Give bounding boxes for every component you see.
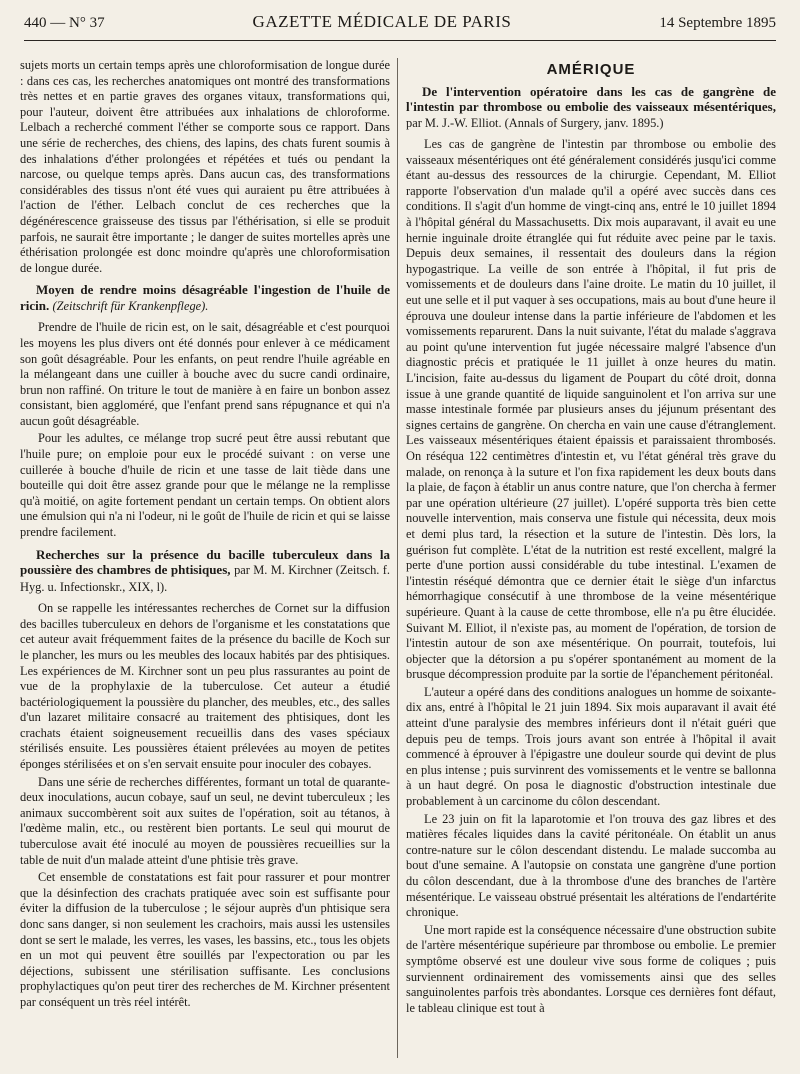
column-divider xyxy=(397,58,398,1058)
article-title: Moyen de rendre moins désagréable l'ingestion de l'huile de ricin. xyxy=(20,282,390,313)
paragraph: Cet ensemble de constatations est fait pour rassurer et pour montrer que la désinfection des crachats pratiquée avec soin est suffisante pour éviter la diffusion de la tuberculose ; le séjour auprès d'un phtisique sera donc sans danger, si non seulement les crachoirs, mais aussi les ustensiles dont se sert le malade, les verres, les vases, les bassins, etc., tous les objets en un mot qui peuvent être souillés par l'expectoration ou par les déjections, subissent une stérilisation suffisante. Les conclusions prophylactiques qu'on peut tirer des recherches de M. Kirchner présentent par conséquent un très réel intérêt. xyxy=(20,870,390,1009)
article-reference: par M. J.-W. Elliot. (Annals of Surgery, janv. 1895.) xyxy=(406,115,664,130)
right-column xyxy=(406,58,776,1018)
article-reference: par M. M. Kirchner (Zeitsch. f. Hyg. u. Infectionskr., XIX, l). xyxy=(20,563,390,594)
page-header xyxy=(24,12,776,41)
article-heading-castor-oil xyxy=(20,282,390,314)
issue-date: 14 Septembre 1895 xyxy=(659,15,776,31)
paragraph: On se rappelle les intéressantes recherches de Cornet sur la diffusion des bacilles tuberculeux en dehors de l'organisme et les constatations que cet auteur avait fréquemment faites de la présence du bacille de Koch sur le plancher, les murs ou les meubles des locaux habités par des phtisiques. Les expériences de M. Kirchner sont un peu plus rassurantes au point de vue de la prophylaxie de la tuberculose. Cet auteur a étudié bactériologiquement la poussière du plancher, des meubles, etc., des salles d'un lazaret militaire consacré au traitement des phtisiques, dont les crachats étaient soigneusement recueillis dans des vases spéciaux stérilisés ensuite. Les poussières étaient prélevées au moyen de petites éponges stérilisées et on s'en servait ensuite pour inoculer des cobayes. xyxy=(20,601,390,772)
paragraph: Une mort rapide est la conséquence nécessaire d'une obstruction subite de l'artère mésentérique supérieure par thrombose ou embolie. Le premier symptôme observé est une douleur vive sous forme de coliques ; puis surviennent ordinairement des vomissements ainsi que des selles sanguinolentes parfois très abondantes. Lorsque ces dernières font défaut, le tableau clinique est tout à xyxy=(406,922,776,1015)
article-reference: (Zeitschrift für Krankenpflege). xyxy=(52,298,209,313)
page-number: 440 — N° 37 xyxy=(24,15,105,31)
paragraph: Pour les adultes, ce mélange trop sucré peut être aussi rebutant que l'huile pure; on emploie pour eux le procédé suivant : on verse une cuillerée à bouche d'huile de ricin et une tasse de lait tiède dans une bouteille qui doit être assez grande pour que le mélange ne la remplisse qu'à moitié, on agite fortement pendant un certain temps. On obtient alors une émulsion qui n'a ni l'odeur, ni le goût de l'huile de ricin et qui se laisse prendre facilement. xyxy=(20,431,390,540)
article-title: Recherches sur la présence du bacille tuberculeux dans la poussière des chambres de phtisiques, xyxy=(20,546,390,578)
paragraph: Le 23 juin on fit la laparotomie et l'on trouva des gaz libres et des matières fécales liquides dans la cavité péritonéale. On établit un anus contre-nature sur le côlon descendant distendu. Le malade succomba au bout d'une semaine. A l'autopsie on constata une gangrène d'une portion du côlon descendant, due à la thrombose d'une des branches de l'artère mésentérique. Le vaisseau obstrué présentait les altérations de l'endartérite chronique. xyxy=(406,811,776,920)
article-heading-gangrene xyxy=(406,84,776,132)
paragraph: Prendre de l'huile de ricin est, on le sait, désagréable et c'est pourquoi les moyens les plus divers ont été donnés pour enlever à ce médicament son goût désagréable. Pour les enfants, on peut rendre l'huile agréable en la mélangeant dans une cuiller à bouche avec du sucre candi ordinaire, brun non raffiné. On triture le tout de manière à en faire un bonbon assez consistant, bien aggloméré, que l'enfant prend sans répugnance et qui n'a aucun goût désagréable. xyxy=(20,320,390,428)
section-title: AMÉRIQUE xyxy=(546,61,636,78)
left-column xyxy=(20,58,390,1013)
article-title: De l'intervention opératoire dans les cas de gangrène de l'intestin par thrombose ou embolie des vaisseaux mésentériques, xyxy=(406,83,776,115)
journal-title: GAZETTE MÉDICALE DE PARIS xyxy=(252,12,512,31)
paragraph: L'auteur a opéré dans des conditions analogues un homme de soixante-dix ans, entré à l'hôpital le 21 juin 1894. Six mois auparavant il avait été atteint d'une paralysie des membres inférieurs dont il n'était guéri que depuis peu de temps. Trois jours avant son entrée à l'hôpital il avait commencé à éprouver à l'épigastre une douleur sourde qui devint de plus en plus intense ; puis survinrent des vomissements et le ventre se ballonna à un haut degré. On posa le diagnostic d'obstruction intestinale due probablement à un carcinome du côlon descendant. xyxy=(406,684,776,809)
paragraph: Dans une série de recherches différentes, formant un total de quarante-deux inoculations, aucun cobaye, sauf un seul, ne devint tuberculeux ; les animaux succombèrent soit aux suites de l'opération, soit au tétanos, à l'œdème malin, etc., ou restèrent bien portants. Le seul qui mourut de tuberculose avait été inoculé au moyen de poussières recueillies sur la table de nuit d'un malade atteint d'une phtisie très grave. xyxy=(20,774,390,867)
paragraph: Les cas de gangrène de l'intestin par thrombose ou embolie des vaisseaux mésentériques ont été généralement considérés jusqu'ici comme étant au-dessus des ressources de la chirurgie. Cependant, M. Elliot rapporte l'observation d'un malade qu'il a opéré avec succès dans ces conditions. Il s'agit d'un homme de vingt-cinq ans, entré le 10 juillet 1894 à l'hôpital général du Massachusetts. Dix mois auparavant, il avait eu une hernie inguinale droite étranglée qui fut réduite avec peine par le taxis. Depuis deux semaines, il ressentait des douleurs dans la région hypogastrique. La veille de son entrée à l'hôpital, il fut pris de vomissements et de douleurs dans l'aine droite. Le matin du 10 juillet, il eut une selle et il put vaquer à ses occupations, mais au bout d'une heure il éprouva une douleur intense dans la partie inférieure de l'abdomen et les vomissements reparurent. Dans la nuit suivante, l'état du malade s'aggrava au point qu'une intervention fut jugée nécessaire malgré l'absence d'un diagnostic précis et pratiquée le 11 juillet à onze heures du matin. L'incision, faite au-dessus du ligament de Poupart du côté droit, donna issue à une grande quantité de liquide sanguinolent et l'on arriva sur une masse intestinale formée par plusieurs anses du jéjunum présentant des signes certains de gangrène. On chercha en vain une cause d'étranglement. Les vaisseaux mésentériques étaient épaissis et paraissaient thrombosés. On réséqua 122 centimètres d'intestin et, vu l'état général très grave du malade, on renonça à la suture et l'on fixa rapidement les deux bouts dans la plaie, de façon à établir un anus contre nature, que l'on chercha à fermer par une opération ultérieure (27 juillet). L'opéré supporta très bien cette nouvelle intervention, mais conserva une fistule qui nécessita, deux mois et demi plus tard, la résection et la suture de l'intestin. Dès lors, la guérison fut complète. L'état de la nutrition est resté excellent, malgré la perte d'une portion aussi considérable du tube intestinal. L'examen de l'intestin réséqué démontra que ce dernier était le siège d'un infarctus hémorrhagique consécutif à une thrombose de la veine mésentérique supérieure. Quant à la cause de cette thrombose, elle n'a pu être élucidée. Suivant M. Elliot, il n'existe pas, au moment de l'opération, de torsion de l'intestin autour de son axe mésentérique. On pourrait, toutefois, lui objecter que la détorsion a pu s'opérer spontanément au moment de la brusque décompression produite par la sortie de l'épanchement péritonéal. xyxy=(406,137,776,682)
article-heading-tuberculosis xyxy=(20,547,390,596)
paragraph: sujets morts un certain temps après une chloroformisation de longue durée : dans ces cas, les recherches anatomiques ont montré des transformations très nettes et en partie graves des organes vitaux, transformations qui, pour l'auteur, doivent être attribuées aux inhalations de chloroforme. Lelbach a recherché comment l'éther se comporte sous ce rapport. Dans une série de recherches, des chiens, des lapins, des chats furent soumis à des inhalations d'éther prolongées et répétées et tués ou pendant la narcose, ou quelque temps après. Dans aucun cas, des transformations considérables des tissus n'ont été vues qui auraient pu être attribuées à l'action de l'éther. Lelbach conclut de ces recherches que la dégénérescence graisseuse des tissus par l'éthérisation, si elle se produit parfois, ne saurait être importante ; le danger de suites mortelles après une éthérisation prolongée est donc moindre qu'après une chloroformisation de longue durée. xyxy=(20,58,390,275)
